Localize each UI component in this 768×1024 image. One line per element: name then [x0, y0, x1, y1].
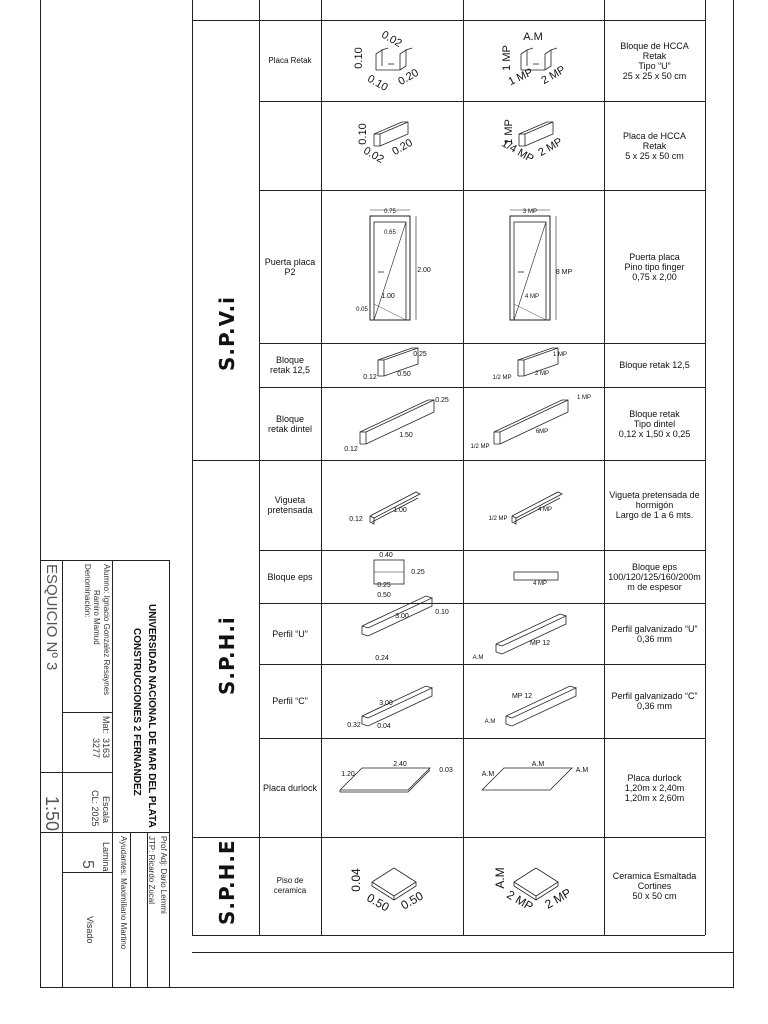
row-material-name: Puerta placa P2: [264, 256, 316, 277]
dimension-label: 1/2 MP: [488, 516, 508, 522]
drawing-shape: [360, 400, 434, 444]
mat-number-2: 3277: [91, 738, 101, 759]
drawing-shape: [496, 616, 566, 654]
dimension-label: A.M: [493, 867, 507, 889]
dimension-label: 0.40: [379, 552, 393, 559]
dimension-label: 1/2 MP: [492, 375, 512, 381]
dimension-label: A.M: [484, 719, 496, 725]
dimension-label: 0.04: [349, 868, 363, 892]
drawing-line: [514, 222, 546, 320]
drawing-line: [514, 304, 546, 320]
group-label-sphe: S.P.H.E: [215, 839, 239, 925]
dimension-label: 0.50: [377, 592, 391, 599]
drawing-line: [374, 222, 406, 320]
dimension-label: 1/2 MP: [470, 444, 490, 450]
drawing-shape: [506, 686, 576, 718]
dimension-label: 0.25: [411, 569, 425, 576]
drawing-shape: [527, 48, 533, 50]
eps-block: [514, 572, 558, 580]
drawing-shape: [482, 768, 572, 790]
course-name: CONSTRUCCIONES 2 FERNANDEZ: [131, 628, 142, 796]
row-description: Vigueta pretensada de hormigón Largo de 1 a 6 mts.: [609, 490, 700, 520]
dimension-label: 0.25: [435, 397, 449, 404]
dimension-label: 0.10: [435, 609, 449, 616]
row-description: Bloque eps 100/120/125/160/200m m de espesor: [608, 561, 701, 592]
dimension-label: A.M: [523, 31, 543, 43]
dimension-label: 1 MP: [552, 352, 568, 358]
escala-label: Escala: [101, 796, 111, 824]
row-description: Perfil galvanizado “U” 0,36 mm: [611, 623, 698, 644]
dimension-label: 0.50: [397, 371, 411, 378]
cl-year: CL: 2025: [90, 790, 100, 827]
dimension-label: 1 MP: [576, 395, 592, 401]
jtp: JTP: Ricardo Zucal: [147, 836, 156, 905]
dimension-label: 0.10: [353, 47, 365, 69]
row-material-name: Piso de ceramica: [273, 876, 307, 895]
drawing-shape: [372, 868, 416, 896]
dimension-label: 2.00: [417, 267, 431, 274]
row-material-name: Vigueta pretensada: [267, 495, 313, 515]
dimension-label: 1.00: [381, 293, 395, 300]
dimension-label: 0.02: [361, 144, 386, 166]
dimension-label: A.M: [531, 761, 545, 768]
dimension-label: 3.00: [395, 613, 409, 620]
dimension-label: 1/4 MP: [499, 137, 536, 166]
row-material-name: Bloque eps: [267, 571, 313, 582]
dimension-label: A.M: [472, 655, 484, 661]
dimension-label: 2 MP: [539, 63, 568, 88]
dimension-label: 1 MP: [501, 45, 513, 71]
dimension-label: 2 MP: [534, 371, 550, 377]
row-description: Perfil galvanizado “C” 0,36 mm: [611, 691, 698, 711]
dimension-label: 0.25: [413, 351, 427, 358]
dimension-label: 0.50: [364, 890, 392, 915]
dimension-label: 0.20: [396, 66, 421, 88]
row-description: Bloque de HCCA Retak Tipo “U” 25 x 25 x 50 cm: [620, 40, 689, 81]
group-label-spvi: S.P.V.i: [215, 296, 239, 371]
dimension-label: 0.10: [365, 72, 390, 94]
drawing-shape: [382, 48, 388, 50]
professor: Prof Adj: Dario Lemmi: [159, 836, 168, 914]
row-material-name: Bloque retak 12,5: [269, 355, 311, 375]
row-material-name: Bloque retak dintel: [267, 413, 313, 434]
row-description: Bloque retak Tipo dintel 0,12 x 1,50 x 0,25: [618, 408, 691, 439]
dimension-label: 0.20: [390, 136, 415, 158]
dimension-label: 4 MP: [537, 507, 553, 513]
drawing-shape: [362, 688, 432, 726]
dimension-label: 2 MP: [504, 887, 536, 914]
dimension-label: 6MP: [535, 429, 549, 435]
drawing-shape: [370, 492, 420, 518]
row-material-name: Placa Retak: [268, 55, 312, 65]
row-description: Placa durlock 1,20m x 2,40m 1,20m x 2,60m: [624, 772, 685, 803]
lamina-label: Lamina: [101, 842, 111, 872]
lamina-value: 5: [79, 860, 96, 869]
drawing-line: [374, 304, 406, 320]
dimension-label: 2.40: [393, 761, 407, 768]
drawing-shape: [362, 596, 432, 628]
door-frame: [510, 216, 550, 320]
dimension-label: 2 MP: [542, 885, 574, 912]
group-label-sphi: S.P.H.i: [215, 616, 239, 695]
dimension-label: 1 MP: [506, 66, 535, 89]
drawing-shape: [494, 400, 568, 444]
dimension-label: 1.50: [399, 432, 413, 439]
dimension-label: 0.10: [357, 123, 369, 145]
student-name: Alumno: Ignacio Gonzalez Resaynes: [102, 564, 111, 696]
dimension-label: 2 MP: [536, 135, 565, 160]
dimension-label: 0.04: [377, 723, 391, 730]
row-material-name: Placa durlock: [262, 782, 318, 793]
row-description: Placa de HCCA Retak 5 x 25 x 50 cm: [622, 130, 687, 161]
dimension-label: A.M: [481, 771, 495, 778]
denomination-label: Denominación:: [83, 564, 92, 618]
dimension-label: 0.25: [377, 582, 391, 589]
drawing-shape: [500, 400, 568, 444]
dimension-label: 0.75: [384, 209, 396, 215]
dimension-label: 4 MP: [524, 294, 540, 300]
university-name: UNIVERSIDAD NACIONAL DE MAR DEL PLATA: [146, 604, 157, 828]
row-material-name: Perfil “C”: [272, 696, 308, 706]
mat-label: Mat:: [101, 716, 111, 734]
dimension-label: 4 MP: [532, 581, 548, 587]
drawing-shape: [376, 50, 406, 70]
dimension-label: 0.24: [375, 655, 389, 662]
drawing-shape: [521, 50, 551, 70]
dimension-label: 0.12: [363, 374, 377, 381]
dimension-label: 3.00: [379, 700, 393, 707]
student-name-2: Ramiro Mamud: [92, 590, 101, 645]
dimension-label: 1 MP: [503, 119, 515, 145]
dimension-label: 0.05: [356, 307, 368, 313]
dimension-label: MP 12: [529, 640, 551, 647]
drawing-shape: [362, 686, 432, 718]
row-material-name: Perfil “U”: [272, 628, 308, 639]
row-description: Ceramica Esmaltada Cortines 50 x 50 cm: [612, 871, 697, 901]
row-description: Bloque retak 12,5: [619, 360, 690, 370]
drawing-shape: [521, 50, 527, 70]
drawing-shape: [551, 48, 557, 50]
escala-value: 1:50: [42, 796, 62, 832]
dimension-label: 0.12: [349, 516, 363, 523]
esquicio-title: ESQUICIO Nº 3: [43, 564, 60, 671]
drawing-shape: [376, 50, 382, 70]
drawing-shape: [512, 492, 562, 518]
row-description: Puerta placa Pino tipo finger 0,75 x 2,00: [624, 251, 685, 282]
mat-number-1: 3163: [101, 738, 111, 759]
dimension-label: 0.12: [344, 446, 358, 453]
dimension-label: 0.02: [379, 28, 404, 50]
dimension-label: MP 12: [511, 693, 533, 700]
visado-label: Visado: [85, 916, 95, 944]
dimension-label: 0.32: [347, 722, 361, 729]
dimension-label: A.M: [575, 767, 589, 774]
ayudantes: Ayudantes: Maximiliano Martino: [119, 836, 128, 950]
dimension-label: 3 MP: [522, 209, 538, 215]
dimension-label: 0.65: [384, 230, 396, 236]
dimension-label: 0.03: [439, 767, 453, 774]
dimension-label: 1.20: [341, 771, 355, 778]
dimension-label: 0.50: [398, 888, 426, 913]
dimension-label: 8 MP: [555, 269, 573, 276]
dimension-label: 1.00: [393, 507, 407, 514]
drawing-shape: [406, 48, 412, 50]
